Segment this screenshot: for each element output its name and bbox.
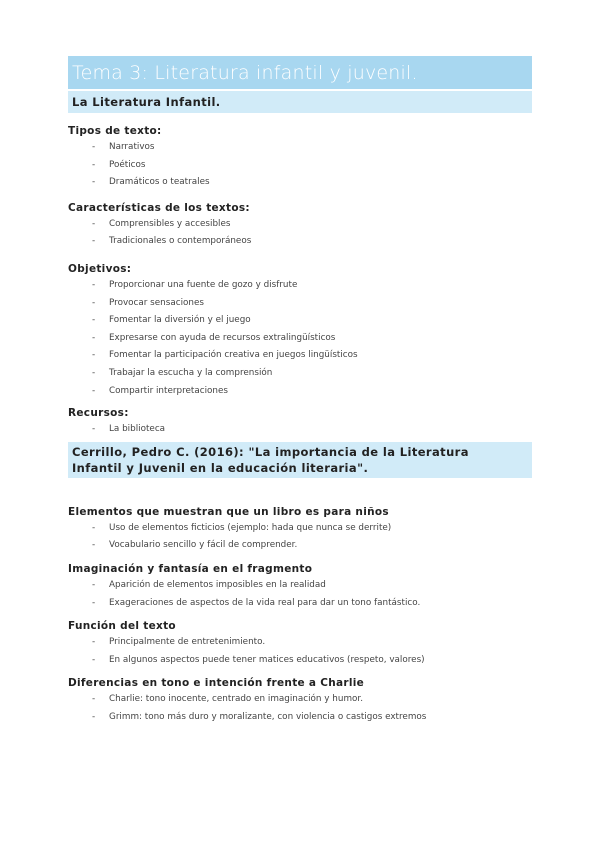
section-heading-cerrillo bbox=[68, 442, 532, 478]
bullet-list bbox=[68, 421, 532, 439]
bullet-list bbox=[68, 577, 532, 612]
group-objetivos bbox=[68, 263, 532, 400]
list-item: - Tradicionales o contemporáneos bbox=[92, 233, 532, 251]
group-funcion bbox=[68, 620, 532, 669]
list-item: - Grimm: tono más duro y moralizante, con violencia o castigos extremos bbox=[92, 709, 532, 727]
page-title: Tema 3: Literatura infantil y juvenil. bbox=[68, 56, 532, 89]
list-item: - Principalmente de entretenimiento. bbox=[92, 634, 532, 652]
section-heading-literatura-infantil: La Literatura Infantil. bbox=[68, 91, 532, 113]
group-title: Imaginación y fantasía en el fragmento bbox=[68, 562, 313, 575]
bullet-list bbox=[68, 139, 532, 192]
list-item: - Fomentar la participación creativa en juegos lingüísticos bbox=[92, 347, 532, 365]
group-title: Elementos que muestran que un libro es para niños bbox=[68, 505, 389, 518]
section-heading-line: Cerrillo, Pedro C. (2016): "La importancia de la Literatura bbox=[72, 444, 469, 459]
list-item: - Provocar sensaciones bbox=[92, 295, 532, 313]
group-elementos bbox=[68, 506, 532, 555]
list-item: - Charlie: tono inocente, centrado en imaginación y humor. bbox=[92, 691, 532, 709]
document-page bbox=[68, 56, 532, 726]
group-caracteristicas bbox=[68, 202, 532, 251]
list-item: - Exageraciones de aspectos de la vida real para dar un tono fantástico. bbox=[92, 595, 532, 613]
group-title: Recursos: bbox=[68, 407, 129, 420]
group-title: Tipos de texto: bbox=[68, 125, 162, 137]
group-recursos bbox=[68, 407, 532, 439]
bullet-list bbox=[68, 520, 532, 555]
list-item: - Poéticos bbox=[92, 157, 532, 175]
group-title: Características de los textos: bbox=[68, 201, 250, 214]
list-item: - Narrativos bbox=[92, 139, 532, 157]
group-title: Diferencias en tono e intención frente a Charlie bbox=[68, 677, 365, 690]
group-title: Función del texto bbox=[68, 620, 176, 633]
list-item: - Expresarse con ayuda de recursos extralingüísticos bbox=[92, 330, 532, 348]
group-imaginacion bbox=[68, 563, 532, 612]
list-item: - Trabajar la escucha y la comprensión bbox=[92, 365, 532, 383]
list-item: - Vocabulario sencillo y fácil de comprender. bbox=[92, 537, 532, 555]
list-item: - Compartir interpretaciones bbox=[92, 383, 532, 401]
list-item: - Uso de elementos ficticios (ejemplo: hada que nunca se derrite) bbox=[92, 520, 532, 538]
list-item: - Fomentar la diversión y el juego bbox=[92, 312, 532, 330]
list-item: - Proporcionar una fuente de gozo y disfrute bbox=[92, 277, 532, 295]
bullet-list bbox=[68, 691, 532, 726]
group-title: Objetivos: bbox=[68, 262, 132, 275]
list-item: - Aparición de elementos imposibles en la realidad bbox=[92, 577, 532, 595]
list-item: - La biblioteca bbox=[92, 421, 532, 439]
list-item: - En algunos aspectos puede tener matices educativos (respeto, valores) bbox=[92, 652, 532, 670]
bullet-list bbox=[68, 216, 532, 251]
list-item: - Comprensibles y accesibles bbox=[92, 216, 532, 234]
bullet-list bbox=[68, 277, 532, 400]
group-tipos-de-texto bbox=[68, 125, 532, 192]
list-item: - Dramáticos o teatrales bbox=[92, 174, 532, 192]
section-heading-line: Infantil y Juvenil en la educación literaria". bbox=[72, 460, 369, 475]
bullet-list bbox=[68, 634, 532, 669]
group-diferencias bbox=[68, 677, 532, 726]
